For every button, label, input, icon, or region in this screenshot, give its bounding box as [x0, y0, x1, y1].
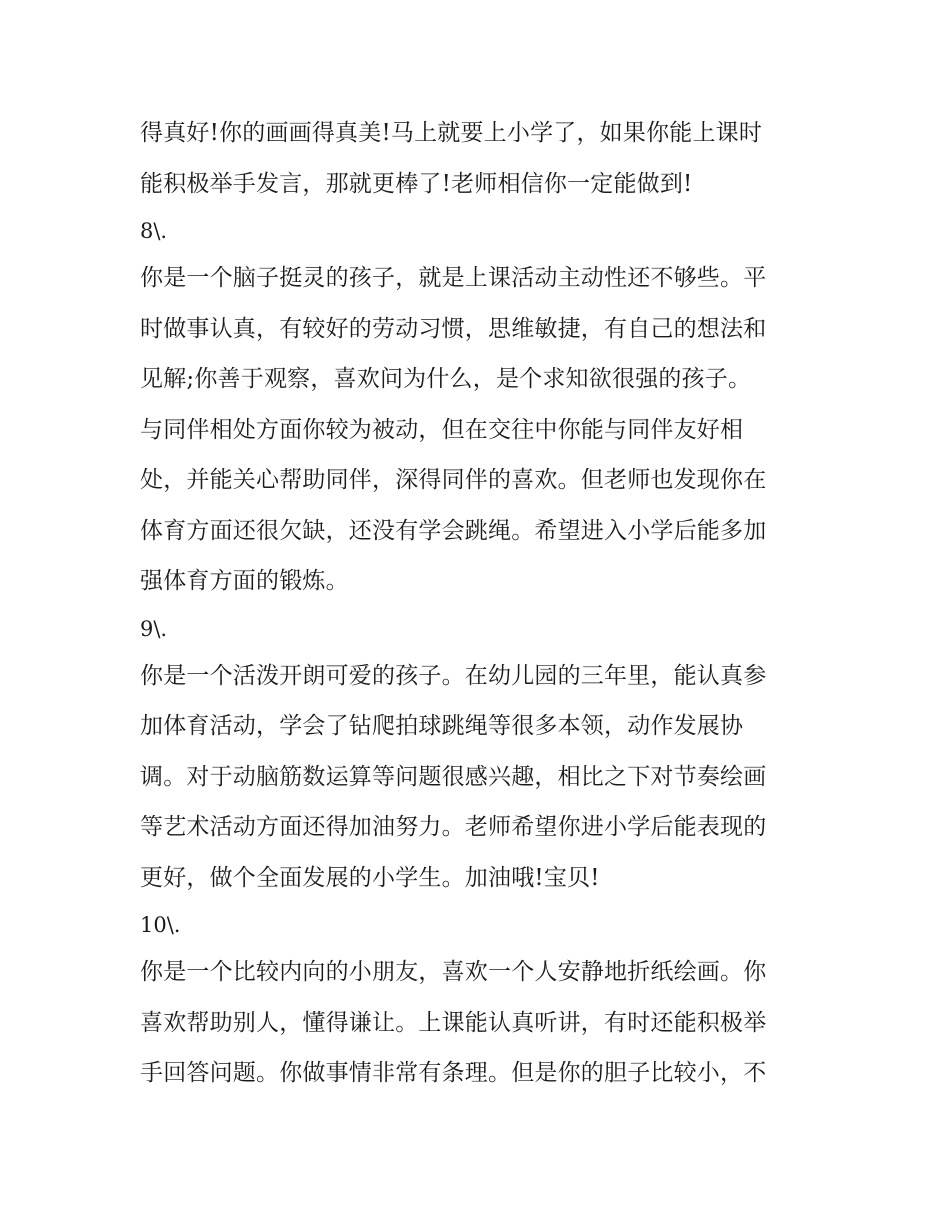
text-line: 体育方面还很欠缺，还没有学会跳绳。希望进入小学后能多加 [140, 517, 767, 544]
text-line: 时做事认真，有较好的劳动习惯，思维敏捷，有自己的想法和 [140, 315, 767, 342]
text-line: 你是一个比较内向的小朋友，喜欢一个人安静地折纸绘画。你 [140, 959, 767, 985]
text-line: 调。对于动脑筋数运算等问题很感兴趣，相比之下对节奏绘画 [140, 763, 767, 790]
item-number: 9\. [140, 616, 168, 641]
text-line: 等艺术活动方面还得加油努力。老师希望你进小学后能表现的 [140, 814, 767, 840]
text-line: 你是一个脑子挺灵的孩子，就是上课活动主动性还不够些。平 [140, 265, 767, 291]
text-line: 见解;你善于观察，喜欢问为什么，是个求知欲很强的孩子。 [140, 366, 752, 392]
text-line: 更好，做个全面发展的小学生。加油哦!宝贝! [140, 864, 600, 891]
item-number: 8\. [140, 219, 168, 243]
text-line: 与同伴相处方面你较为被动，但在交往中你能与同伴友好相 [140, 416, 744, 443]
text-line: 手回答问题。你做事情非常有条理。但是你的胆子比较小，不 [140, 1060, 767, 1086]
text-line: 能积极举手发言，那就更棒了!老师相信你一定能做到! [140, 170, 693, 197]
document-body [140, 108, 820, 1099]
text-line: 加体育活动，学会了钻爬拍球跳绳等很多本领，动作发展协 [140, 713, 744, 739]
text-line: 得真好!你的画画得真美!马上就要上小学了，如果你能上课时 [140, 120, 763, 146]
text-line: 强体育方面的锻炼。 [140, 568, 349, 594]
text-line: 喜欢帮助别人，懂得谦让。上课能认真听讲，有时还能积极举 [140, 1009, 767, 1036]
text-line: 你是一个活泼开朗可爱的孩子。在幼儿园的三年里，能认真参 [140, 662, 767, 689]
text-line: 处，并能关心帮助同伴，深得同伴的喜欢。但老师也发现你在 [140, 467, 767, 493]
item-number: 10\. [140, 913, 181, 937]
